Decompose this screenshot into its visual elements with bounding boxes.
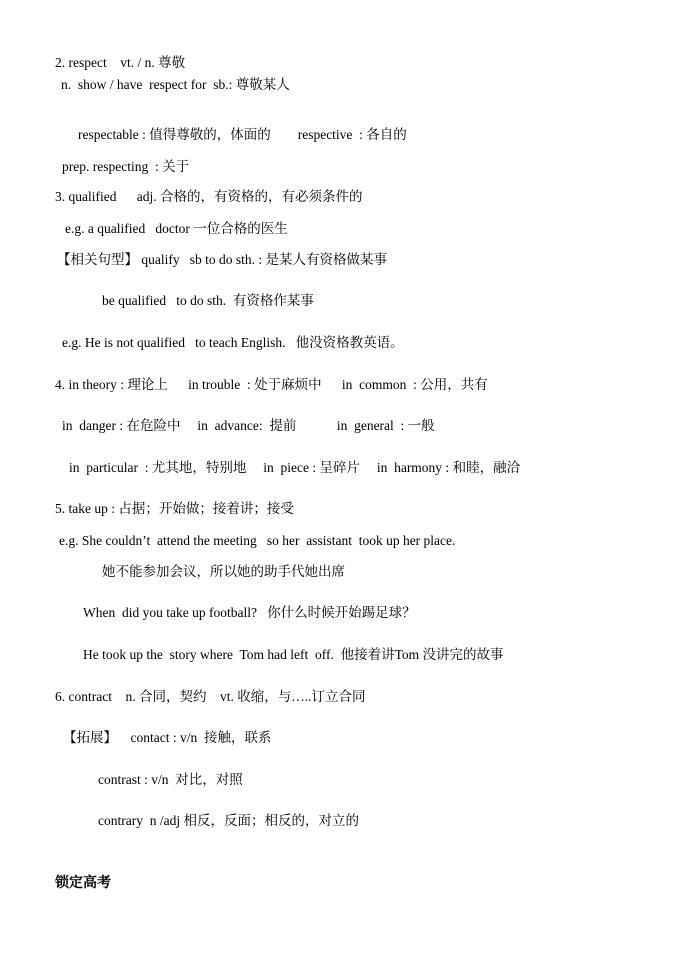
contract-extension-contact: 【拓展】 contact : v/n 接触，联系: [63, 730, 272, 745]
entry-contract-heading: 6. contract n. 合同，契约 vt. 收缩，与…..订立合同: [55, 689, 366, 704]
qualified-pattern-2: be qualified to do sth. 有资格作某事: [102, 293, 314, 308]
entry-qualified-heading: 3. qualified adj. 合格的，有资格的，有必须条件的: [55, 189, 363, 204]
take-up-example-2: When did you take up football? 你什么时候开始踢足球？: [83, 605, 416, 620]
contract-extension-contrary: contrary n /adj 相反，反面；相反的，对立的: [98, 813, 359, 828]
qualified-example-2: e.g. He is not qualified to teach English. 他没资格教英语。: [62, 335, 404, 350]
entry-take-up-heading: 5. take up : 占据；开始做；接着讲；接受: [55, 501, 294, 516]
entry-in-phrases-3: in particular : 尤其地，特别地 in piece : 呈碎片 in harmony : 和睦，融洽: [69, 460, 521, 475]
take-up-example-3: He took up the story where Tom had left off. 他接着讲Tom 没讲完的故事: [83, 647, 504, 662]
take-up-example: e.g. She couldn’t attend the meeting so her assistant took up her place.: [59, 533, 456, 548]
take-up-example-translation: 她不能参加会议，所以她的助手代她出席: [102, 564, 345, 579]
respect-derivatives: respectable : 值得尊敬的，体面的 respective : 各自的: [78, 127, 407, 142]
entry-respect-heading: 2. respect vt. / n. 尊敬: [55, 55, 186, 70]
qualified-sentence-pattern: 【相关句型】 qualify sb to do sth. : 是某人有资格做某事: [57, 252, 387, 267]
contract-extension-contrast: contrast : v/n 对比，对照: [98, 772, 243, 787]
qualified-example: e.g. a qualified doctor 一位合格的医生: [65, 221, 288, 236]
entry-in-phrases-2: in danger : 在危险中 in advance: 提前 in general : 一般: [62, 418, 435, 433]
entry-in-phrases-1: 4. in theory : 理论上 in trouble : 处于麻烦中 in common : 公用，共有: [55, 377, 488, 392]
respect-phrase: n. show / have respect for sb.: 尊敬某人: [61, 77, 290, 92]
section-heading-lock-gaokao: 锁定高考: [55, 875, 111, 891]
respect-preposition: prep. respecting : 关于: [62, 159, 190, 174]
